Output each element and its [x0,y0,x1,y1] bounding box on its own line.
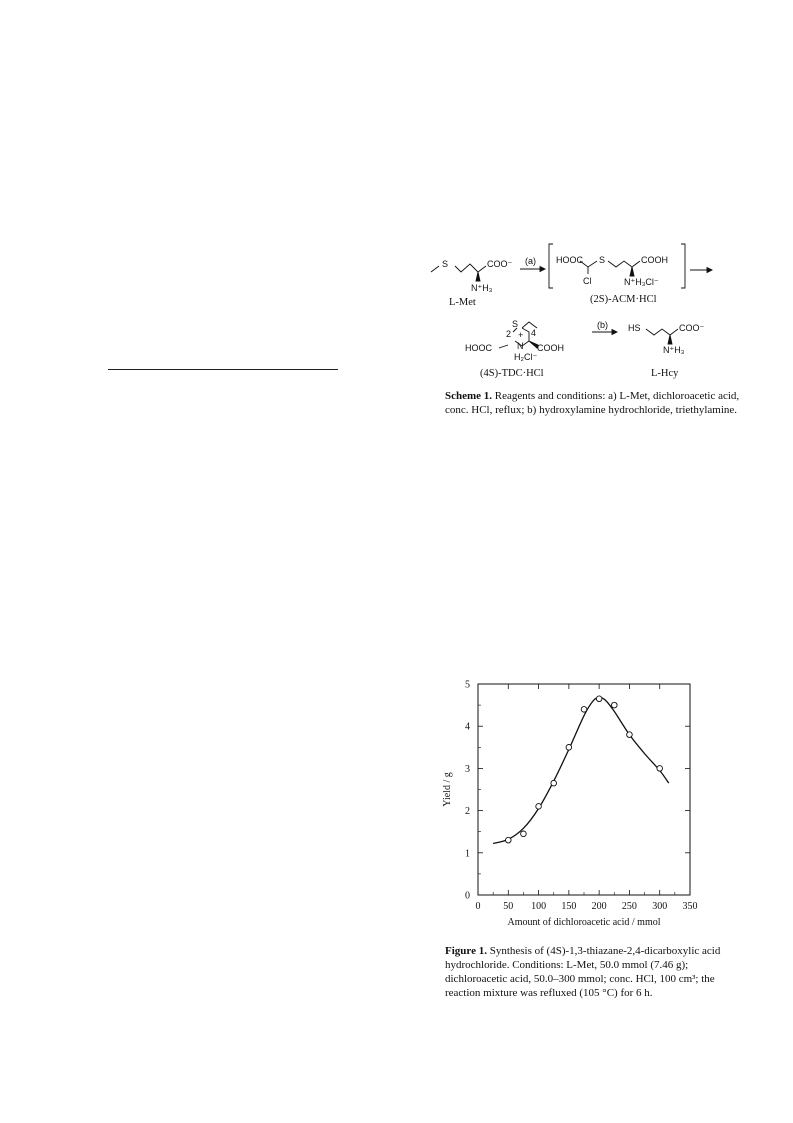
hcy-name: L-Hcy [651,368,679,379]
x-tick-label: 250 [621,901,637,912]
tdc-c2-carboxyl-bond [499,345,508,348]
figure-caption-label: Figure 1. [445,945,487,957]
data-point [611,702,617,708]
x-tick-label: 200 [591,901,607,912]
y-tick-label: 3 [465,763,470,775]
scheme-caption-label: Scheme 1. [445,390,493,402]
tdc-nitrogen: N [517,341,524,351]
arrow-b-head [612,330,617,335]
x-tick-label: 150 [561,901,577,912]
reaction-scheme [420,232,720,392]
met-carboxylate: COO⁻ [487,259,513,269]
hcy-carboxylate: COO⁻ [679,323,705,333]
y-tick-label: 5 [465,679,470,691]
x-tick-label: 0 [475,901,481,912]
x-tick-label: 350 [682,901,698,912]
tdc-hooc: HOOC [465,343,492,353]
data-point [521,831,527,837]
met-sulfur: S [442,259,449,269]
acm-carboxyl-bond [632,261,640,267]
tdc-h2cl: H₂Cl⁻ [514,352,538,362]
x-tick-label: 100 [531,901,547,912]
data-point [505,837,511,843]
met-wedge-bond [476,272,480,281]
figure-caption-text: Synthesis of (4S)-1,3-thiazane-2,4-dicarboxylic acid hydrochloride. Conditions: L-Met, 50.0 mmol (7.46 g); dichloroacetic acid, 50.0–300 mmol; conc. HCl, 100 cm³; the reaction mixture was refluxed (105 °C) for 6 h. [445,945,721,999]
acm-name: (2S)-ACM·HCl [590,294,657,305]
tdc-name: (4S)-TDC·HCl [480,368,544,379]
met-methyl-bond [431,266,439,272]
hcy-thiol: HS [628,323,641,333]
y-tick-label: 1 [465,848,470,860]
scheme-caption [445,389,740,417]
hcy-carboxyl-bond [670,329,678,335]
acm-ammonium-chloride: N⁺H₃Cl⁻ [624,277,659,287]
met-name: L-Met [449,297,476,308]
footnote-separator-rule [108,369,338,370]
arrow-a-head [540,267,545,272]
tdc-sulfur: S [512,319,519,329]
met-ammonium: N⁺H₃ [471,283,493,293]
acm-hooc: HOOC [556,255,583,265]
left-bracket [549,244,553,288]
scheme-caption-text: Reagents and conditions: a) L-Met, dichloroacetic acid, conc. HCl, reflux; b) hydroxylamine hydrochloride, triethylamine. [445,390,740,416]
arrow-a-label: (a) [525,256,536,266]
tdc-cooh: COOH [537,343,564,353]
data-point [566,745,572,751]
data-point [536,804,542,810]
acm-sulfur: S [599,255,606,265]
hcy-chain-bonds [646,329,670,335]
y-tick-label: 0 [465,890,470,902]
data-point [627,732,633,738]
acm-chain-bonds [608,261,632,267]
yield-chart [430,672,720,942]
data-point [551,780,557,786]
arrow-next-head [707,268,712,273]
figure-caption [445,944,740,1000]
met-carboxyl-bond [478,266,486,272]
x-tick-label: 300 [652,901,668,912]
tdc-position-2: 2 [506,329,512,339]
x-tick-label: 50 [503,901,514,912]
right-bracket [681,244,685,288]
acm-wedge-bond [630,267,634,276]
arrow-b-label: (b) [597,320,608,330]
met-chain-bonds [455,264,478,272]
fit-curve-line [493,697,669,843]
acm-chlorine: Cl [583,276,592,286]
data-point [596,696,602,702]
tdc-nitrogen-charge: + [518,330,524,340]
hcy-ammonium: N⁺H₃ [663,345,685,355]
x-axis-label: Amount of dichloroacetic acid / mmol [507,917,661,928]
y-tick-label: 2 [465,806,470,818]
y-axis-label: Yield / g [442,772,453,807]
data-point [657,766,663,772]
acm-cooh: COOH [641,255,668,265]
tdc-position-4: 4 [531,328,537,338]
hcy-wedge-bond [668,335,672,344]
y-tick-label: 4 [465,721,470,733]
data-point [581,707,587,713]
